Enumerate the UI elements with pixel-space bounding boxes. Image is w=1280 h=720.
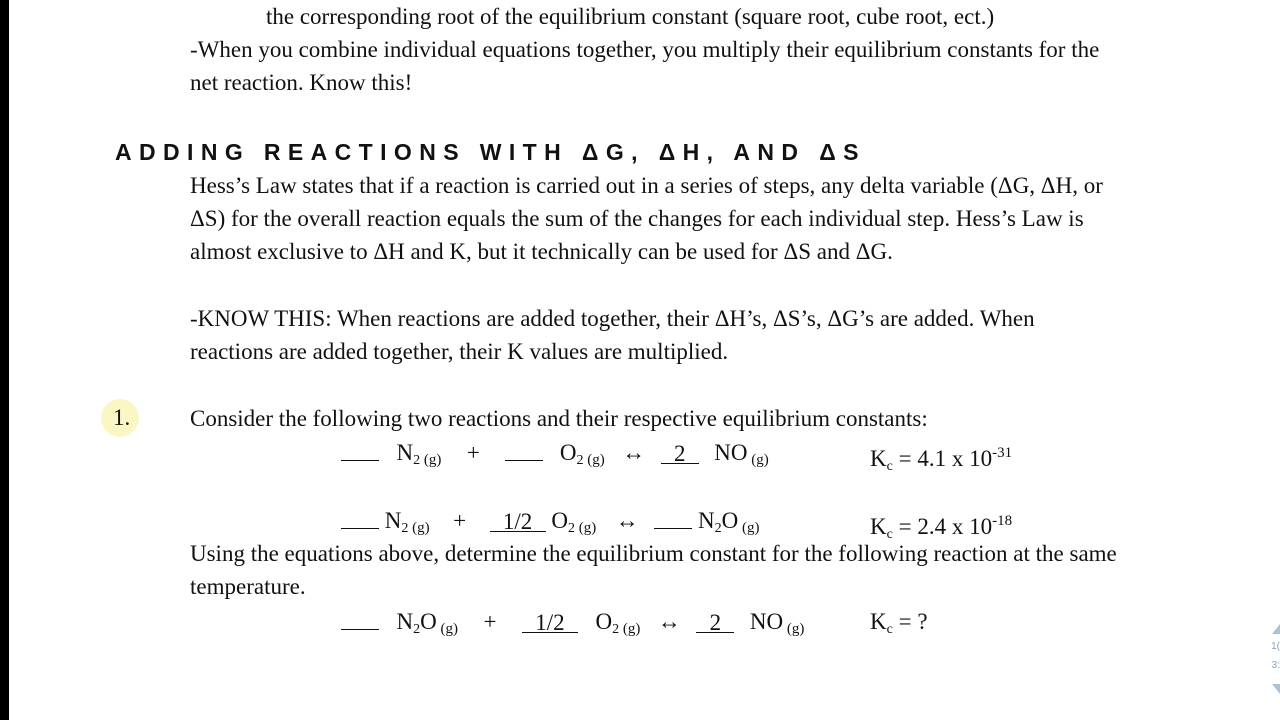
coefficient-blank: [505, 440, 543, 461]
kc-equation-1: $K_c = 4.1$ x $10^{-31}$: [870, 445, 1013, 474]
equation-1: $N_2$ (g) + $O_2$ (g) ↔ 2 NO (g): [341, 438, 769, 476]
question-text-3: temperature.: [190, 574, 306, 599]
know-this-line-1: -KNOW THIS: When reactions are added together, their ΔH’s, ΔS’s, ΔG’s are added. When: [190, 306, 1035, 331]
scroll-down-arrow-icon[interactable]: [1272, 684, 1280, 694]
scroll-indicator-number: 1(: [1271, 641, 1280, 652]
hess-paragraph-line-2: ΔS) for the overall reaction equals the sum of the changes for each individual step. Hess’s Law is: [190, 206, 1084, 231]
coefficient-filled: 2: [661, 443, 699, 464]
text-line-know: net reaction. Know this!: [190, 70, 413, 95]
coefficient-filled: 1/2: [490, 511, 546, 532]
section-heading: ADDING REACTIONS WITH ΔG, ΔH, AND ΔS: [115, 139, 866, 165]
equation-2: $N_2$ (g) + 1/2 $O_2$ (g) ↔ $N_2O$ (g): [341, 506, 759, 544]
question-text-2: Using the equations above, determine the equilibrium constant for the following reaction at the same: [190, 541, 1117, 566]
scroll-up-arrow-icon[interactable]: [1272, 624, 1280, 634]
left-border: [0, 0, 9, 720]
question-text: Consider the following two reactions and their respective equilibrium constants:: [190, 406, 928, 431]
hess-paragraph-line-1: Hess’s Law states that if a reaction is carried out in a series of steps, any delta variable (ΔG, ΔH, or: [190, 173, 1103, 198]
coefficient-blank: [341, 440, 379, 461]
scroll-indicator-number: 3:: [1271, 660, 1280, 671]
hess-paragraph-line-3: almost exclusive to ΔH and K, but it technically can be used for ΔS and ΔG.: [190, 239, 893, 264]
coefficient-blank: [654, 508, 692, 529]
coefficient-blank: [341, 508, 379, 529]
question-number: 1.: [113, 405, 131, 430]
coefficient-blank: [341, 609, 379, 630]
know-this-line-2: reactions are added together, their K values are multiplied.: [190, 339, 729, 364]
equation-3: $N_2O$ (g) + 1/2 $O_2$ (g) ↔ 2 NO (g): [341, 607, 804, 645]
kc-equation-2: $K_c = 2.4$ x $10^{-18}$: [870, 513, 1013, 542]
kc-equation-3: $K_c$ = ?: [870, 609, 928, 637]
text-line-root: the corresponding root of the equilibrium constant (square root, cube root, ect.): [266, 4, 995, 29]
text-line-combine: -When you combine individual equations together, you multiply their equilibrium constants for the: [190, 37, 1100, 62]
coefficient-filled: 2: [696, 612, 734, 633]
coefficient-filled: 1/2: [522, 612, 578, 633]
